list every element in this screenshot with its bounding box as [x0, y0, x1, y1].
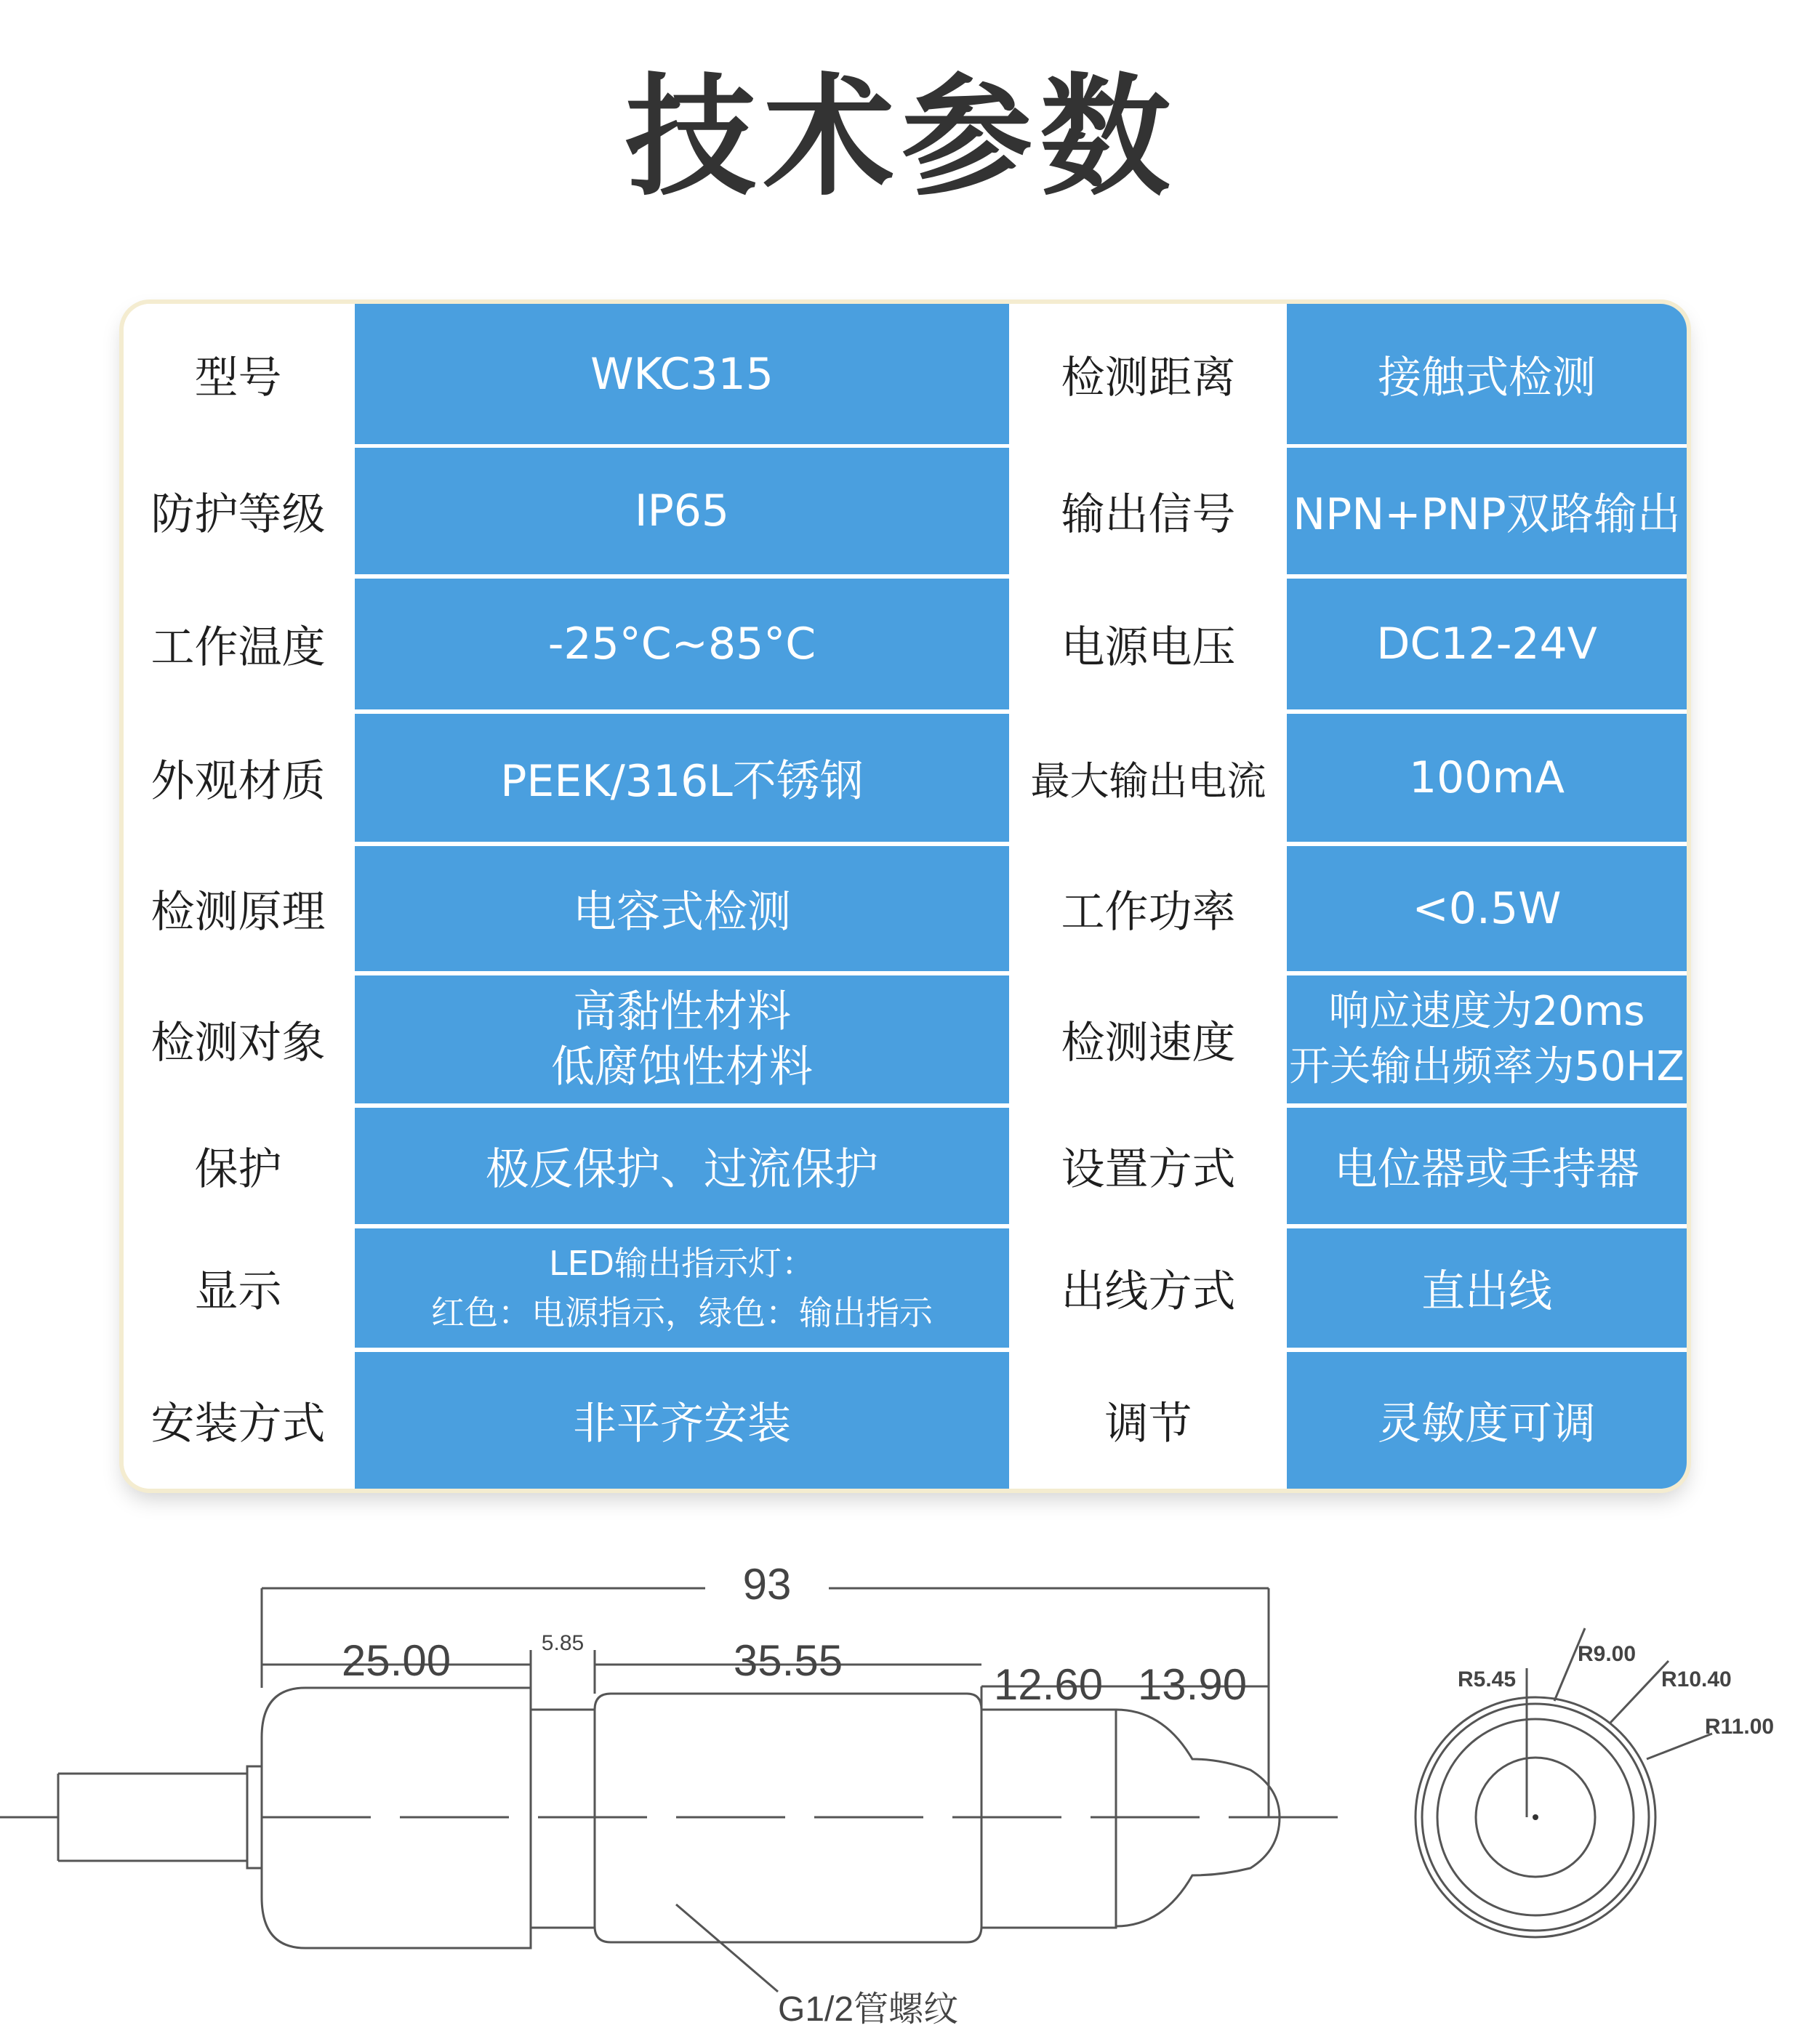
spec-row — [124, 1352, 1687, 1489]
spec-label: 出线方式 — [1012, 1228, 1285, 1348]
spec-label: 输出信号 — [1012, 448, 1285, 574]
spec-value: WKC315 — [355, 304, 1009, 444]
spec-label: 工作温度 — [124, 579, 353, 709]
spec-row — [124, 1108, 1687, 1224]
radius-label: R11.00 — [1705, 1715, 1775, 1739]
dim-thread: 35.55 — [733, 1636, 843, 1685]
dimension-drawing — [0, 1519, 1803, 2044]
spec-label: 最大输出电流 — [1012, 714, 1285, 842]
thread-section — [595, 1694, 981, 1942]
spec-row — [124, 1228, 1687, 1348]
spec-label: 检测速度 — [1012, 975, 1285, 1103]
spec-value — [355, 1228, 1009, 1348]
spec-row — [124, 975, 1687, 1103]
spec-label: 型号 — [124, 304, 353, 444]
spec-label: 工作功率 — [1012, 846, 1285, 971]
radius-label: R9.00 — [1578, 1642, 1637, 1666]
spec-value: 直出线 — [1287, 1228, 1687, 1348]
spec-label: 设置方式 — [1012, 1108, 1285, 1224]
cable — [58, 1774, 247, 1861]
spec-label: 显示 — [124, 1228, 353, 1348]
spec-value: 电位器或手持器 — [1287, 1108, 1687, 1224]
radius-leader — [1610, 1661, 1669, 1723]
spec-value-line: 红色：电源指示，绿色：输出指示 — [431, 1293, 933, 1332]
spec-value-line: 开关输出频率为50HZ — [1289, 1043, 1684, 1090]
thread-label: G1/2管螺纹 — [778, 1990, 959, 2029]
spec-table — [124, 304, 1687, 1489]
spec-value: -25°C~85°C — [355, 579, 1009, 709]
spec-value-line: LED输出指示灯： — [548, 1244, 816, 1283]
spec-label: 保护 — [124, 1108, 353, 1224]
spec-label: 检测对象 — [124, 975, 353, 1103]
spec-value-line: 响应速度为20ms — [1328, 988, 1645, 1035]
dim-total: 93 — [742, 1560, 792, 1609]
spec-row — [124, 448, 1687, 574]
spec-label: 检测距离 — [1012, 304, 1285, 444]
dim-neck: 5.85 — [541, 1631, 585, 1655]
spec-value: 非平齐安装 — [355, 1352, 1009, 1489]
thread-leader — [676, 1904, 778, 1992]
spec-value: 灵敏度可调 — [1287, 1352, 1687, 1489]
dim-front: 12.60 — [993, 1660, 1104, 1709]
spec-label: 电源电压 — [1012, 579, 1285, 709]
spec-value: DC12-24V — [1287, 579, 1687, 709]
spec-value: PEEK/316L不锈钢 — [355, 714, 1009, 842]
front-section — [981, 1710, 1116, 1928]
spec-value: NPN+PNP双路输出 — [1287, 448, 1687, 574]
center-point — [1533, 1814, 1538, 1820]
spec-value: 100mA — [1287, 714, 1687, 842]
spec-label: 调节 — [1012, 1352, 1285, 1489]
spec-value-line: 高黏性材料 — [573, 986, 791, 1037]
spec-label: 外观材质 — [124, 714, 353, 842]
cable-gland — [247, 1766, 262, 1868]
spec-row — [124, 714, 1687, 842]
dim-tip: 13.90 — [1137, 1660, 1248, 1709]
spec-row — [124, 579, 1687, 709]
dim-rear: 25.00 — [341, 1636, 451, 1685]
spec-value — [355, 975, 1009, 1103]
spec-label: 检测原理 — [124, 846, 353, 971]
radius-label: R10.40 — [1661, 1667, 1732, 1691]
spec-value: 电容式检测 — [355, 846, 1009, 971]
spec-value: <0.5W — [1287, 846, 1687, 971]
spec-value: IP65 — [355, 448, 1009, 574]
radius-label: R5.45 — [1458, 1667, 1517, 1691]
neck — [531, 1710, 595, 1928]
page-title: 技术参数 — [625, 62, 1178, 214]
spec-value — [1287, 975, 1687, 1103]
spec-label: 防护等级 — [124, 448, 353, 574]
spec-value: 极反保护、过流保护 — [355, 1108, 1009, 1224]
spec-row — [124, 304, 1687, 444]
radius-leader — [1647, 1734, 1712, 1759]
spec-row — [124, 846, 1687, 971]
spec-value-line: 低腐蚀性材料 — [551, 1042, 813, 1093]
spec-label: 安装方式 — [124, 1352, 353, 1489]
spec-value: 接触式检测 — [1287, 304, 1687, 444]
